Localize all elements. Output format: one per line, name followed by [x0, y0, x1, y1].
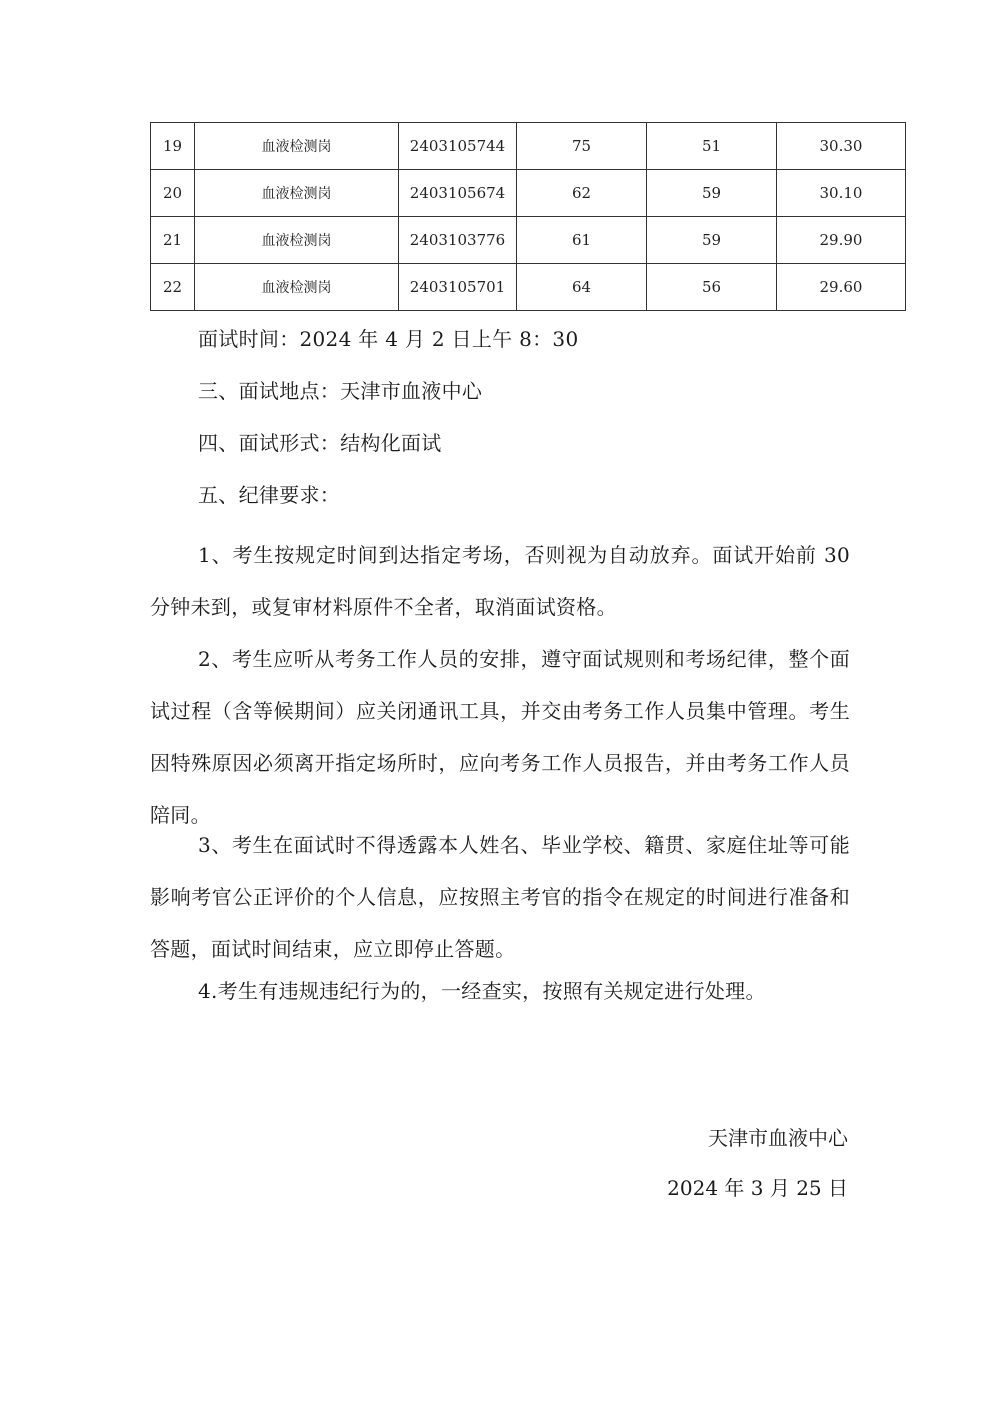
score-b: 51	[647, 123, 777, 170]
score-b: 56	[647, 264, 777, 311]
row-number: 20	[151, 170, 195, 217]
position-name: 血液检测岗	[195, 264, 399, 311]
candidate-id: 2403103776	[399, 217, 517, 264]
position-name: 血液检测岗	[195, 170, 399, 217]
total-score: 30.10	[777, 170, 906, 217]
signature-date: 2024 年 3 月 25 日	[667, 1176, 848, 1200]
total-score: 29.90	[777, 217, 906, 264]
discipline-heading: 五、纪律要求：	[198, 483, 341, 507]
score-b: 59	[647, 217, 777, 264]
score-a: 62	[517, 170, 647, 217]
score-a: 75	[517, 123, 647, 170]
score-a: 61	[517, 217, 647, 264]
row-number: 19	[151, 123, 195, 170]
interview-format: 四、面试形式：结构化面试	[198, 431, 442, 455]
signature-organization: 天津市血液中心	[708, 1126, 848, 1150]
candidate-id: 2403105701	[399, 264, 517, 311]
row-number: 22	[151, 264, 195, 311]
interview-time: 面试时间：2024 年 4 月 2 日上午 8：30	[198, 327, 579, 351]
position-name: 血液检测岗	[195, 123, 399, 170]
score-table	[150, 122, 906, 311]
rule-2: 2、考生应听从考务工作人员的安排，遵守面试规则和考场纪律，整个面试过程（含等候期间）应关闭通讯工具，并交由考务工作人员集中管理。考生因特殊原因必须离开指定场所时，应向考务工作人员报告，并由考务工作人员陪同。	[150, 647, 850, 827]
candidate-id: 2403105744	[399, 123, 517, 170]
table-row	[151, 264, 906, 311]
row-number: 21	[151, 217, 195, 264]
candidate-id: 2403105674	[399, 170, 517, 217]
table-row	[151, 217, 906, 264]
interview-location: 三、面试地点：天津市血液中心	[198, 379, 483, 403]
total-score: 29.60	[777, 264, 906, 311]
position-name: 血液检测岗	[195, 217, 399, 264]
total-score: 30.30	[777, 123, 906, 170]
table-row	[151, 170, 906, 217]
rule-4: 4.考生有违规违纪行为的，一经查实，按照有关规定进行处理。	[198, 979, 766, 1003]
rule-1: 1、考生按规定时间到达指定考场，否则视为自动放弃。面试开始前 30 分钟未到，或复审材料原件不全者，取消面试资格。	[150, 543, 850, 619]
rule-3: 3、考生在面试时不得透露本人姓名、毕业学校、籍贯、家庭住址等可能影响考官公正评价的个人信息，应按照主考官的指令在规定的时间进行准备和答题，面试时间结束，应立即停止答题。	[150, 833, 850, 961]
score-a: 64	[517, 264, 647, 311]
score-b: 59	[647, 170, 777, 217]
table-row	[151, 123, 906, 170]
